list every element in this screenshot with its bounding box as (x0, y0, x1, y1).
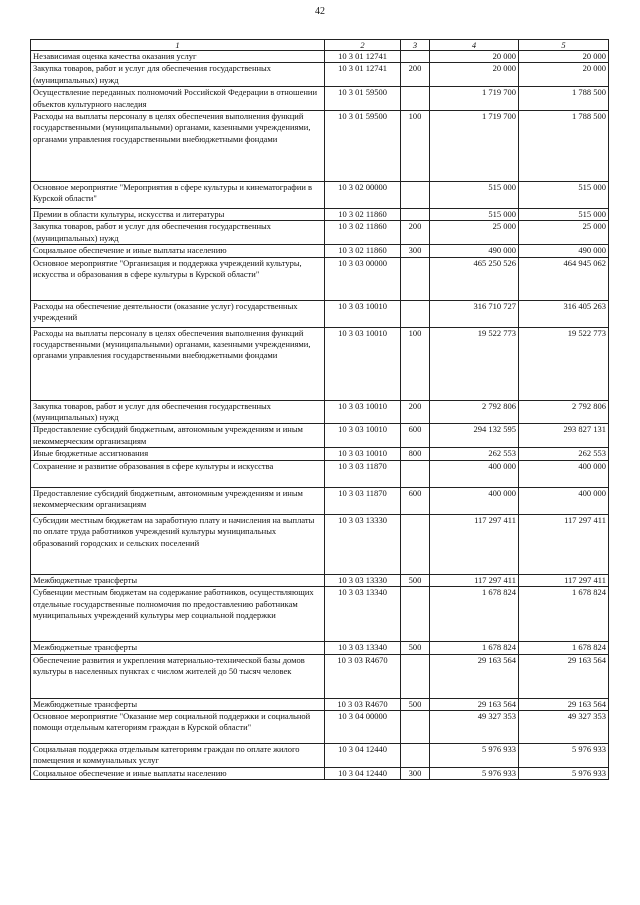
table-row (31, 182, 609, 209)
column-number: 1 (31, 40, 325, 51)
table-row (31, 111, 609, 182)
row-target-code: 10 3 02 11860 (325, 245, 401, 257)
row-name: Независимая оценка качества оказания услуг (31, 51, 325, 63)
table-row (31, 698, 609, 710)
row-target-code: 10 3 04 12440 (325, 767, 401, 779)
row-target-code: 10 3 01 59500 (325, 111, 401, 182)
row-amount-year-2: 20 000 (519, 51, 609, 63)
row-name: Премии в области культуры, искусства и литературы (31, 209, 325, 221)
row-expense-type (401, 514, 430, 574)
row-expense-type: 100 (401, 327, 430, 400)
row-expense-type (401, 209, 430, 221)
row-amount-year-1: 316 710 727 (430, 300, 519, 327)
row-amount-year-1: 5 976 933 (430, 767, 519, 779)
row-target-code: 10 3 03 10010 (325, 448, 401, 460)
row-target-code: 10 3 03 10010 (325, 400, 401, 424)
row-amount-year-1: 2 792 806 (430, 400, 519, 424)
row-target-code: 10 3 01 12741 (325, 63, 401, 87)
row-amount-year-2: 29 163 564 (519, 698, 609, 710)
row-expense-type: 300 (401, 245, 430, 257)
row-target-code: 10 3 02 00000 (325, 182, 401, 209)
column-number: 5 (519, 40, 609, 51)
row-name: Сохранение и развитие образования в сфере культуры и искусства (31, 460, 325, 487)
row-amount-year-2: 117 297 411 (519, 514, 609, 574)
row-amount-year-2: 49 327 353 (519, 710, 609, 743)
row-target-code: 10 3 01 59500 (325, 87, 401, 111)
row-amount-year-1: 5 976 933 (430, 743, 519, 767)
row-amount-year-1: 465 250 526 (430, 257, 519, 300)
row-name: Основное мероприятие "Оказание мер социальной поддержки и социальной помощи отдельным категориям граждан в Курской области" (31, 710, 325, 743)
table-row (31, 424, 609, 448)
row-amount-year-1: 1 719 700 (430, 87, 519, 111)
table-row (31, 767, 609, 779)
row-expense-type (401, 87, 430, 111)
row-expense-type (401, 743, 430, 767)
row-expense-type (401, 257, 430, 300)
row-expense-type: 500 (401, 642, 430, 654)
row-amount-year-1: 29 163 564 (430, 698, 519, 710)
table-row (31, 574, 609, 586)
row-target-code: 10 3 03 13330 (325, 514, 401, 574)
row-name: Субсидии местным бюджетам на заработную плату и начисления на выплаты по оплате труда работников учреждений культуры муниципальных образований городских и сельских поселений (31, 514, 325, 574)
row-amount-year-1: 20 000 (430, 51, 519, 63)
row-name: Иные бюджетные ассигнования (31, 448, 325, 460)
row-target-code: 10 3 03 10010 (325, 327, 401, 400)
table-row (31, 300, 609, 327)
table-row (31, 514, 609, 574)
table-row (31, 221, 609, 245)
row-amount-year-2: 515 000 (519, 182, 609, 209)
row-amount-year-1: 29 163 564 (430, 654, 519, 698)
table-row (31, 245, 609, 257)
row-expense-type (401, 710, 430, 743)
row-name: Межбюджетные трансферты (31, 574, 325, 586)
row-target-code: 10 3 04 00000 (325, 710, 401, 743)
row-expense-type: 800 (401, 448, 430, 460)
row-amount-year-1: 1 678 824 (430, 642, 519, 654)
row-amount-year-1: 117 297 411 (430, 574, 519, 586)
row-amount-year-1: 117 297 411 (430, 514, 519, 574)
column-number-row (31, 40, 609, 51)
row-amount-year-2: 20 000 (519, 63, 609, 87)
row-target-code: 10 3 04 12440 (325, 743, 401, 767)
row-amount-year-2: 515 000 (519, 209, 609, 221)
row-target-code: 10 3 02 11860 (325, 221, 401, 245)
row-name: Межбюджетные трансферты (31, 698, 325, 710)
row-expense-type: 200 (401, 221, 430, 245)
column-number: 2 (325, 40, 401, 51)
row-expense-type (401, 300, 430, 327)
table-row (31, 257, 609, 300)
row-expense-type (401, 654, 430, 698)
column-number: 3 (401, 40, 430, 51)
row-amount-year-1: 1 678 824 (430, 587, 519, 642)
row-amount-year-2: 316 405 263 (519, 300, 609, 327)
row-amount-year-2: 262 553 (519, 448, 609, 460)
row-expense-type: 300 (401, 767, 430, 779)
row-name: Закупка товаров, работ и услуг для обеспечения государственных (муниципальных) нужд (31, 221, 325, 245)
row-target-code: 10 3 03 00000 (325, 257, 401, 300)
table-row (31, 487, 609, 514)
row-name: Субвенции местным бюджетам на содержание работников, осуществляющих отдельные государственные полномочия по предоставлению работникам муниципальных учреждений культуры мер социальной поддержки (31, 587, 325, 642)
row-name: Обеспечение развития и укрепления материально-технической базы домов культуры в населенных пунктах с числом жителей до 50 тысяч человек (31, 654, 325, 698)
row-name: Межбюджетные трансферты (31, 642, 325, 654)
row-expense-type: 200 (401, 63, 430, 87)
table-row (31, 448, 609, 460)
row-target-code: 10 3 03 13340 (325, 587, 401, 642)
row-name: Осуществление переданных полномочий Российской Федерации в отношении объектов культурного наследия (31, 87, 325, 111)
row-target-code: 10 3 03 R4670 (325, 698, 401, 710)
row-amount-year-2: 1 678 824 (519, 587, 609, 642)
row-amount-year-2: 5 976 933 (519, 767, 609, 779)
row-target-code: 10 3 03 13330 (325, 574, 401, 586)
table-row (31, 587, 609, 642)
row-amount-year-2: 5 976 933 (519, 743, 609, 767)
row-amount-year-1: 1 719 700 (430, 111, 519, 182)
row-amount-year-2: 1 788 500 (519, 111, 609, 182)
row-target-code: 10 3 03 10010 (325, 424, 401, 448)
budget-table (30, 39, 609, 780)
row-expense-type (401, 51, 430, 63)
row-amount-year-2: 400 000 (519, 487, 609, 514)
table-row (31, 51, 609, 63)
row-expense-type (401, 587, 430, 642)
column-number: 4 (430, 40, 519, 51)
row-name: Предоставление субсидий бюджетным, автономным учреждениям и иным некоммерческим организациям (31, 487, 325, 514)
row-amount-year-2: 490 000 (519, 245, 609, 257)
table-row (31, 710, 609, 743)
table-row (31, 654, 609, 698)
table-row (31, 63, 609, 87)
row-amount-year-1: 49 327 353 (430, 710, 519, 743)
row-name: Предоставление субсидий бюджетным, автономным учреждениям и иным некоммерческим организациям (31, 424, 325, 448)
row-target-code: 10 3 03 11870 (325, 487, 401, 514)
row-amount-year-2: 400 000 (519, 460, 609, 487)
row-target-code: 10 3 03 10010 (325, 300, 401, 327)
row-expense-type: 600 (401, 487, 430, 514)
row-name: Закупка товаров, работ и услуг для обеспечения государственных (муниципальных) нужд (31, 400, 325, 424)
row-amount-year-1: 262 553 (430, 448, 519, 460)
row-amount-year-2: 293 827 131 (519, 424, 609, 448)
row-expense-type (401, 460, 430, 487)
row-name: Основное мероприятие "Организация и поддержка учреждений культуры, искусства и образования в сфере культуры в Курской области" (31, 257, 325, 300)
row-target-code: 10 3 03 13340 (325, 642, 401, 654)
table-row (31, 87, 609, 111)
row-expense-type: 500 (401, 574, 430, 586)
row-name: Социальное обеспечение и иные выплаты населению (31, 767, 325, 779)
row-name: Основное мероприятие "Мероприятия в сфере культуры и кинематографии в Курской области" (31, 182, 325, 209)
row-name: Расходы на выплаты персоналу в целях обеспечения выполнения функций государственными (муниципальными) органами, казенными учреждениями, органами управления государственными внебюджетными фондами (31, 327, 325, 400)
row-amount-year-2: 117 297 411 (519, 574, 609, 586)
row-name: Социальная поддержка отдельным категориям граждан по оплате жилого помещения и коммунальных услуг (31, 743, 325, 767)
row-name: Расходы на обеспечение деятельности (оказание услуг) государственных учреждений (31, 300, 325, 327)
row-expense-type: 100 (401, 111, 430, 182)
row-amount-year-1: 490 000 (430, 245, 519, 257)
row-amount-year-2: 464 945 062 (519, 257, 609, 300)
table-row (31, 209, 609, 221)
row-amount-year-1: 19 522 773 (430, 327, 519, 400)
row-amount-year-1: 515 000 (430, 209, 519, 221)
row-amount-year-1: 400 000 (430, 460, 519, 487)
table-row (31, 460, 609, 487)
row-amount-year-1: 20 000 (430, 63, 519, 87)
row-name: Закупка товаров, работ и услуг для обеспечения государственных (муниципальных) нужд (31, 63, 325, 87)
row-amount-year-1: 400 000 (430, 487, 519, 514)
row-amount-year-2: 1 788 500 (519, 87, 609, 111)
row-amount-year-1: 515 000 (430, 182, 519, 209)
row-target-code: 10 3 03 R4670 (325, 654, 401, 698)
table-row (31, 743, 609, 767)
row-amount-year-2: 19 522 773 (519, 327, 609, 400)
row-amount-year-2: 29 163 564 (519, 654, 609, 698)
row-amount-year-1: 25 000 (430, 221, 519, 245)
table-row (31, 327, 609, 400)
row-amount-year-2: 25 000 (519, 221, 609, 245)
table-row (31, 642, 609, 654)
row-amount-year-1: 294 132 595 (430, 424, 519, 448)
row-expense-type: 600 (401, 424, 430, 448)
page-number: 42 (315, 6, 325, 17)
row-amount-year-2: 2 792 806 (519, 400, 609, 424)
row-target-code: 10 3 02 11860 (325, 209, 401, 221)
row-target-code: 10 3 01 12741 (325, 51, 401, 63)
row-expense-type: 500 (401, 698, 430, 710)
row-name: Расходы на выплаты персоналу в целях обеспечения выполнения функций государственными (муниципальными) органами, казенными учреждениями, органами управления государственными внебюджетными фондами (31, 111, 325, 182)
row-target-code: 10 3 03 11870 (325, 460, 401, 487)
row-name: Социальное обеспечение и иные выплаты населению (31, 245, 325, 257)
row-expense-type: 200 (401, 400, 430, 424)
row-amount-year-2: 1 678 824 (519, 642, 609, 654)
table-row (31, 400, 609, 424)
row-expense-type (401, 182, 430, 209)
